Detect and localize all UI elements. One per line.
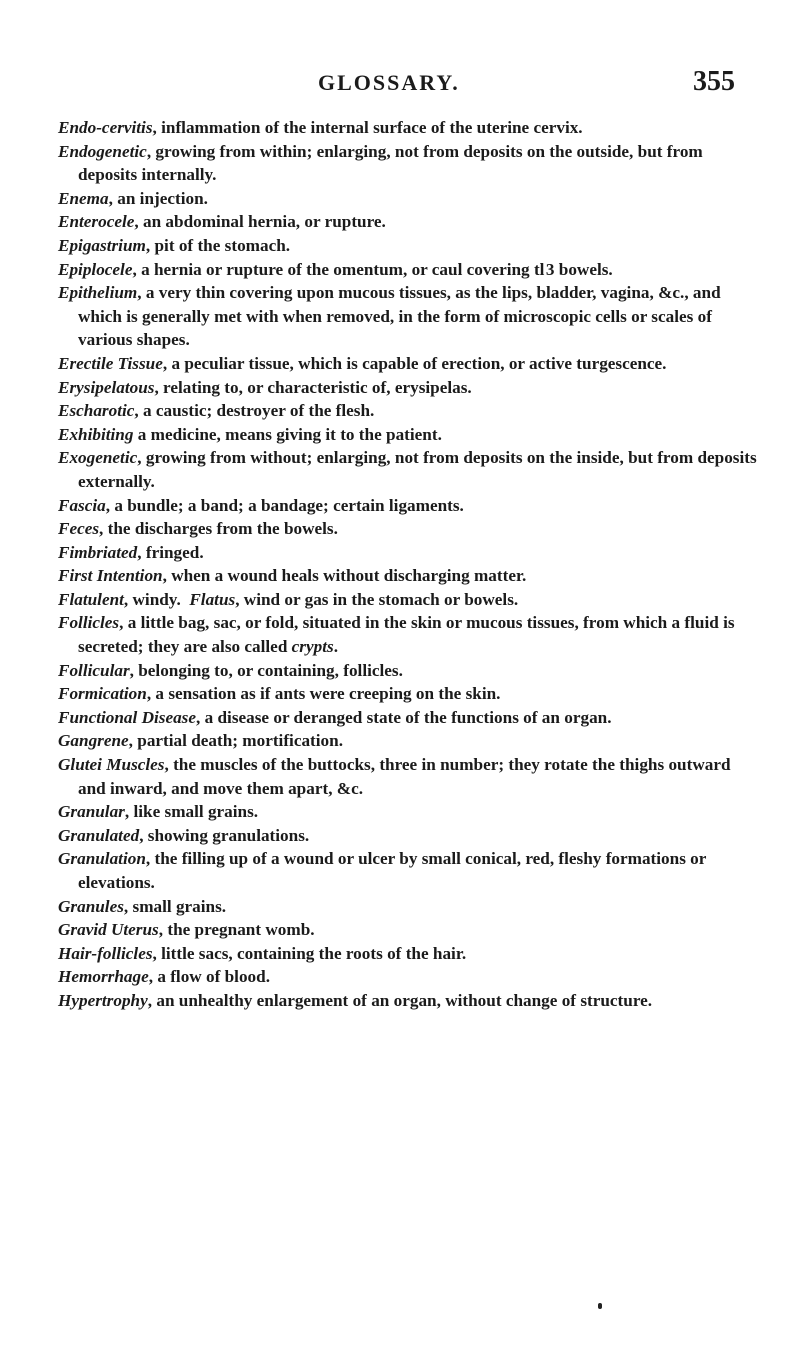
entry-term: Endo-cervitis: [58, 118, 153, 137]
entry-definition: , a very thin covering upon mucous tissues, as the lips, bladder, vagina, &c., and which is generally met with when removed, in the form of microscopic cells or scales of various shapes.: [78, 283, 721, 350]
running-head: GLOSSARY.: [318, 70, 460, 95]
entry-term: Glutei Muscles: [58, 755, 165, 775]
entry-definition: , growing from without; enlarging, not from deposits on the inside, but from deposits externally.: [78, 448, 757, 491]
entry-term: Gravid Uterus: [58, 920, 159, 940]
glossary-entry: [58, 918, 758, 942]
glossary-entry: [58, 376, 758, 400]
entry-term: Endogenetic: [58, 141, 147, 161]
entry-definition: , inflammation of the internal surface of the uterine cervix.: [152, 118, 583, 137]
entry-definition-secondary: , wind or gas in the stomach or bowels.: [235, 589, 519, 609]
entry-term: Enterocele: [58, 212, 135, 232]
entry-term: Follicles: [58, 613, 120, 633]
entry-term: Hypertrophy: [58, 990, 148, 1010]
entry-definition: , a disease or deranged state of the functions of an organ.: [196, 707, 612, 727]
entry-definition: , the filling up of a wound or ulcer by small conical, red, fleshy formations or elevations.: [78, 849, 707, 892]
glossary-entry: [58, 895, 758, 919]
glossary-entry: [58, 446, 758, 493]
entry-term: Erectile Tissue: [58, 353, 163, 373]
glossary-entry: [58, 800, 758, 824]
entry-term: Feces: [58, 519, 100, 539]
entry-definition: , like small grains.: [124, 802, 259, 822]
glossary-entry: [58, 824, 758, 848]
entry-definition-secondary: .: [333, 637, 338, 657]
entry-term: Epiplocele: [58, 259, 133, 279]
entry-definition: , relating to, or characteristic of, erysipelas.: [154, 377, 472, 397]
entry-definition: , a flow of blood.: [148, 967, 270, 987]
entry-definition: , the muscles of the buttocks, three in number; they rotate the thighs outward and inward, and move them apart, &c.: [78, 755, 731, 798]
glossary-entry: [58, 399, 758, 423]
glossary-entry: [58, 965, 758, 989]
entry-definition: , partial death; mortification.: [128, 731, 344, 751]
entry-definition: , small grains.: [123, 896, 227, 916]
glossary-entry: [58, 753, 758, 800]
glossary-entry: [58, 942, 758, 966]
entry-term-secondary: crypts: [291, 637, 334, 657]
entry-definition: , an abdominal hernia, or rupture.: [134, 212, 386, 232]
entry-definition: , an injection.: [108, 188, 208, 208]
entry-definition: , when a wound heals without discharging matter.: [162, 566, 527, 586]
ink-speck: [598, 1303, 602, 1309]
entry-term: Epigastrium: [58, 235, 146, 255]
entry-definition: , a hernia or rupture of the omentum, or caul covering tl 3 bowels.: [132, 259, 613, 279]
glossary-entry: [58, 140, 758, 187]
entry-definition: , pit of the stomach.: [145, 235, 291, 255]
entry-term: Exhibiting: [58, 424, 134, 444]
entry-term: Granular: [58, 802, 125, 822]
entry-term: Granulated: [58, 825, 140, 845]
entry-term: Fimbriated: [58, 542, 138, 562]
glossary-entry: [58, 706, 758, 730]
glossary-entry: [58, 611, 758, 658]
entry-term: Hair-follicles: [58, 943, 153, 963]
glossary-entry: [58, 517, 758, 541]
entry-definition: , an unhealthy enlargement of an organ, without change of structure.: [147, 990, 653, 1010]
glossary-entry: [58, 352, 758, 376]
glossary-entry: [58, 588, 758, 612]
entry-term: Gangrene: [58, 731, 129, 751]
entry-term: Exogenetic: [58, 448, 138, 468]
entry-definition: , a little bag, sac, or fold, situated in the skin or mucous tissues, from which a fluid is secreted; they are also called: [78, 613, 735, 657]
glossary-entry: [58, 116, 758, 140]
glossary-entry: [58, 682, 758, 706]
entry-definition: , belonging to, or containing, follicles.: [129, 660, 403, 680]
glossary-entry: [58, 989, 758, 1013]
entry-term: Granulation: [58, 849, 146, 869]
glossary-entry: [58, 847, 758, 894]
glossary-entry: [58, 234, 758, 258]
entry-definition: , the pregnant womb.: [158, 920, 315, 940]
entry-definition: , a sensation as if ants were creeping on the skin.: [146, 684, 501, 704]
entry-definition: , a caustic; destroyer of the flesh.: [134, 401, 375, 421]
entry-definition: , windy.: [123, 589, 181, 609]
entry-term: Erysipelatous: [58, 377, 155, 397]
entry-definition: , fringed.: [137, 542, 204, 562]
entry-definition: , growing from within; enlarging, not from deposits on the outside, but from deposits internally.: [78, 141, 703, 185]
entry-definition: , little sacs, containing the roots of the hair.: [152, 943, 467, 963]
glossary-entry: [58, 729, 758, 753]
glossary-entry: [58, 423, 758, 447]
glossary-entry: [58, 281, 758, 352]
glossary-entries: [58, 116, 758, 1013]
entry-definition: , the discharges from the bowels.: [99, 519, 338, 539]
entry-definition: , a bundle; a band; a bandage; certain ligaments.: [105, 495, 464, 515]
entry-term: Epithelium: [58, 283, 138, 303]
entry-term: Functional Disease: [58, 707, 196, 727]
entry-term: First Intention: [58, 566, 163, 586]
entry-definition: a medicine, means giving it to the patient.: [133, 424, 442, 444]
entry-term: Granules: [58, 896, 124, 916]
entry-term: Enema: [58, 188, 109, 208]
entry-term: Follicular: [58, 660, 130, 680]
entry-term: Hemorrhage: [58, 967, 149, 987]
entry-term: Escharotic: [58, 401, 135, 421]
glossary-entry: [58, 187, 758, 211]
entry-term-secondary: Flatus: [189, 589, 236, 609]
glossary-entry: [58, 210, 758, 234]
glossary-entry: [58, 564, 758, 588]
page-header: [0, 66, 800, 110]
entry-term: Fascia: [58, 495, 106, 515]
page-number: 355: [693, 66, 735, 97]
entry-term: Formication: [58, 684, 147, 704]
glossary-entry: [58, 541, 758, 565]
glossary-entry: [58, 494, 758, 518]
glossary-entry: [58, 258, 758, 282]
glossary-entry: [58, 659, 758, 683]
entry-definition: , showing granulations.: [139, 825, 310, 845]
entry-definition: , a peculiar tissue, which is capable of erection, or active turgescence.: [162, 353, 667, 373]
entry-term: Flatulent: [58, 589, 124, 609]
